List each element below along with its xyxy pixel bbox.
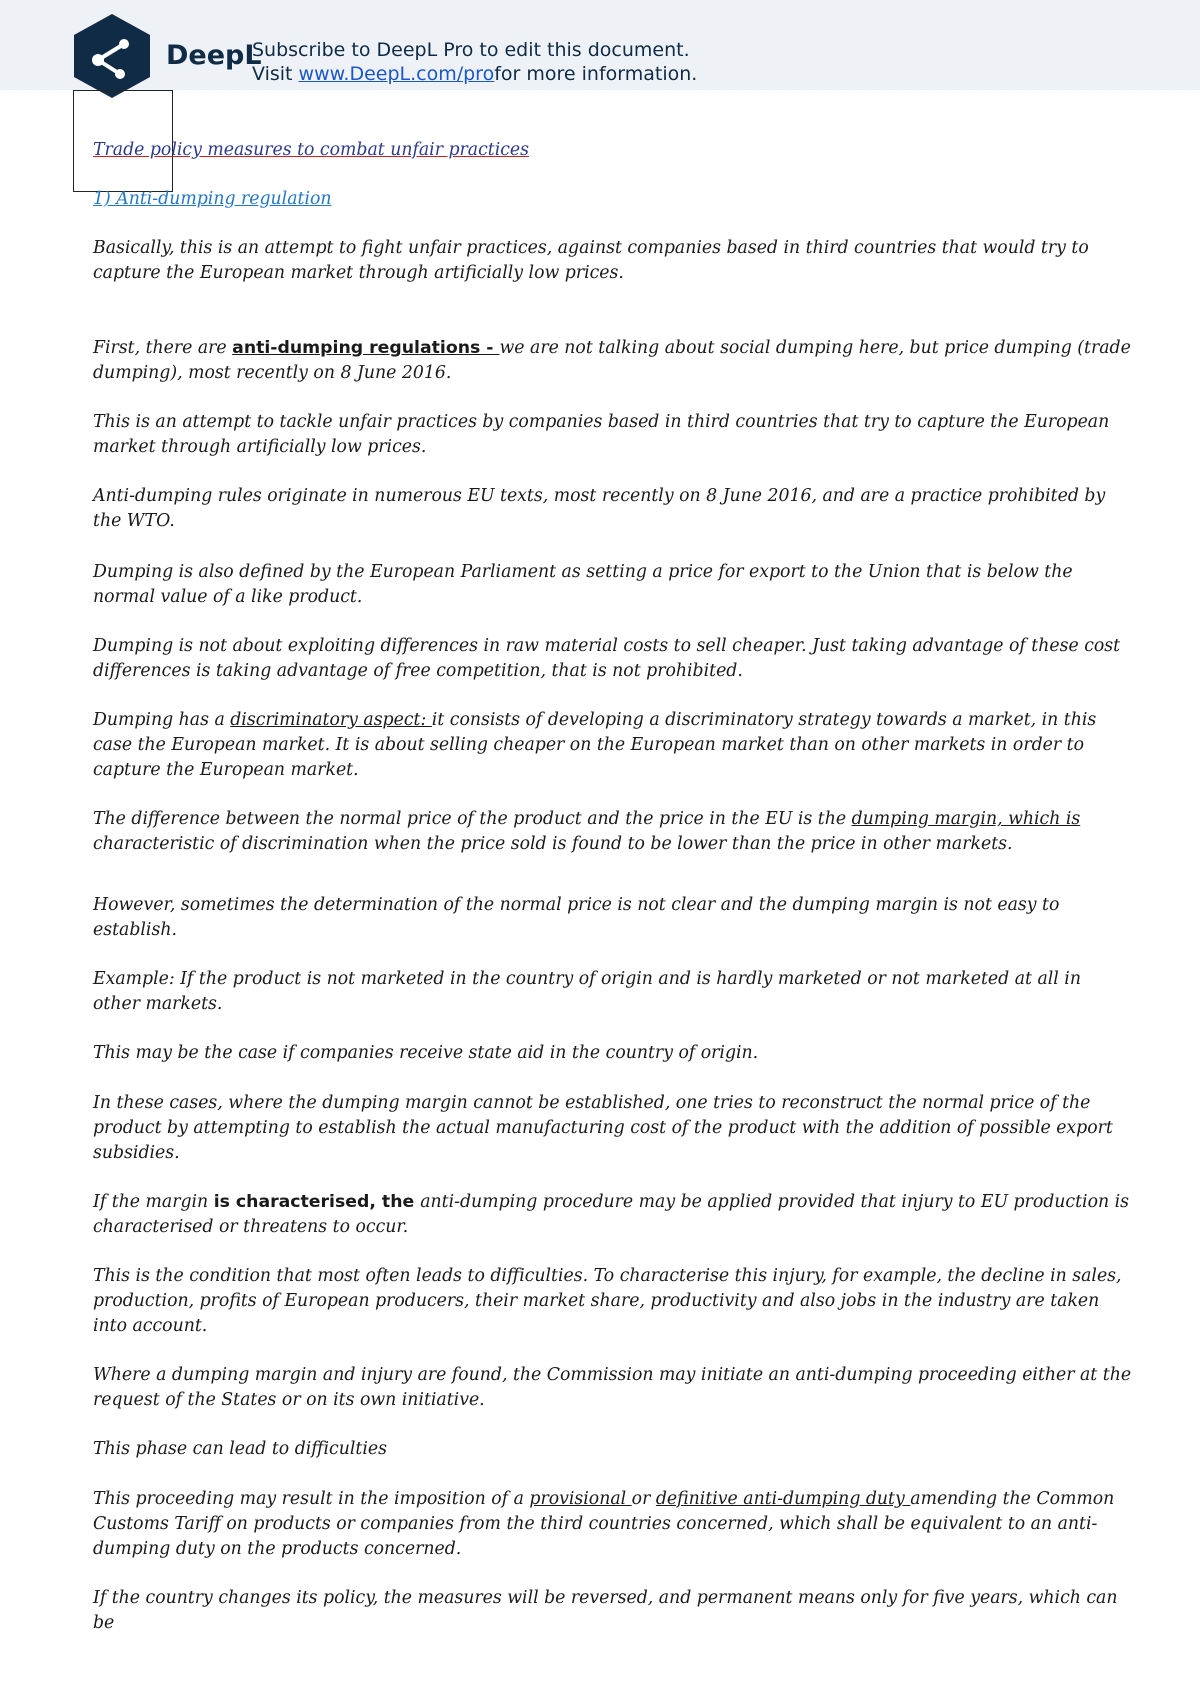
paragraph [93,336,1133,386]
paragraph [93,1190,1133,1240]
definitive-duty-term: definitive anti-dumping duty [655,1489,911,1509]
paragraph [93,708,1133,783]
paragraph: Dumping is also defined by the European Parliament as setting a price for export to the Union that is below the normal value of a like product. [93,562,1073,607]
document-title [93,138,1133,163]
paragraph: This may be the case if companies receive state aid in the country of origin. [93,1043,759,1063]
document-body [93,138,1133,1636]
paragraph-text: we are not talking about social dumping here, but price dumping (trade dumping), most recently on 8 June 2016. [93,338,1131,383]
paragraph: Dumping is not about exploiting differences in raw material costs to sell cheaper. Just taking advantage of these cost differences is taking advantage of free competition, that is not prohibited. [93,636,1121,681]
paragraph [93,807,1133,857]
document-title-text: Trade policy measures to combat unfair practices [93,140,529,160]
dumping-margin-term: dumping margin, which is [851,809,1081,829]
characterised-term: is characterised, the [213,1192,421,1212]
banner-more-info-text: for more information. [494,63,698,85]
deepl-pro-link[interactable]: www.DeepL.com/pro [298,63,495,85]
paragraph: This is the condition that most often leads to difficulties. To characterise this injury, for example, the decline in sales, production, profits of European producers, their market share, productivity and also jobs in the industry are taken into account. [93,1266,1122,1336]
paragraph-text: First, there are [93,338,233,358]
banner-visit-text: Visit [252,63,299,85]
section-heading-text: 1) Anti-dumping regulation [93,189,332,209]
paragraph: Basically, this is an attempt to fight unfair practices, against companies based in third countries that would try to capture the European market through artificially low prices. [93,238,1089,283]
provisional-term: provisional [529,1489,632,1509]
paragraph-text: characteristic of discrimination when the price sold is found to be lower than the price in other markets. [93,834,1013,854]
paragraph: This is an attempt to tackle unfair practices by companies based in third countries that try to capture the European market through artificially low prices. [93,412,1110,457]
section-heading [93,187,1133,212]
paragraph: In these cases, where the dumping margin cannot be established, one tries to reconstruct the normal price of the product by attempting to establish the actual manufacturing cost of the product with the addition of possible export subsidies. [93,1093,1113,1163]
paragraph-text: it consists of developing a discriminatory strategy towards a market, in this case the European market. It is about selling cheaper on the European market than on other markets in order to capture the European market. [93,710,1097,780]
paragraph-text: This proceeding may result in the imposition of a [93,1489,530,1509]
paragraph-text: amending the Common Customs Tariff on products or companies from the third countries concerned, which shall be equivalent to an anti-dumping duty on the products concerned. [93,1489,1115,1559]
paragraph-text: If the margin [93,1192,214,1212]
paragraph: However, sometimes the determination of the normal price is not clear and the dumping margin is not easy to establish. [93,895,1060,940]
paragraph: Anti-dumping rules originate in numerous EU texts, most recently on 8 June 2016, and are a practice prohibited by the WTO. [93,486,1106,531]
paragraph: Where a dumping margin and injury are found, the Commission may initiate an anti-dumping proceeding either at the request of the States or on its own initiative. [93,1365,1132,1410]
paragraph: This phase can lead to difficulties [93,1439,387,1459]
discriminatory-aspect-term: discriminatory aspect: [230,710,432,730]
paragraph-text: The difference between the normal price of the product and the price in the EU is the [93,809,852,829]
paragraph: Example: If the product is not marketed in the country of origin and is hardly marketed or not marketed at all in other markets. [93,969,1081,1014]
banner-message [252,38,697,86]
paragraph-text: or [631,1489,656,1509]
banner-line-1: Subscribe to DeepL Pro to edit this document. [252,39,690,61]
paragraph-text: anti-dumping procedure may be applied provided that injury to EU production is characterised or threatens to occur. [93,1192,1129,1237]
banner-line-2 [252,62,697,86]
deepl-logo-icon [74,14,150,98]
paragraph: If the country changes its policy, the measures will be reversed, and permanent means only for five years, which can be [93,1588,1118,1633]
paragraph [93,1487,1133,1562]
deepl-logo-text: DeepL [166,40,262,71]
deepl-banner [0,0,1200,90]
paragraph-text: Dumping has a [93,710,231,730]
anti-dumping-regulations-term: anti-dumping regulations - [232,338,500,358]
